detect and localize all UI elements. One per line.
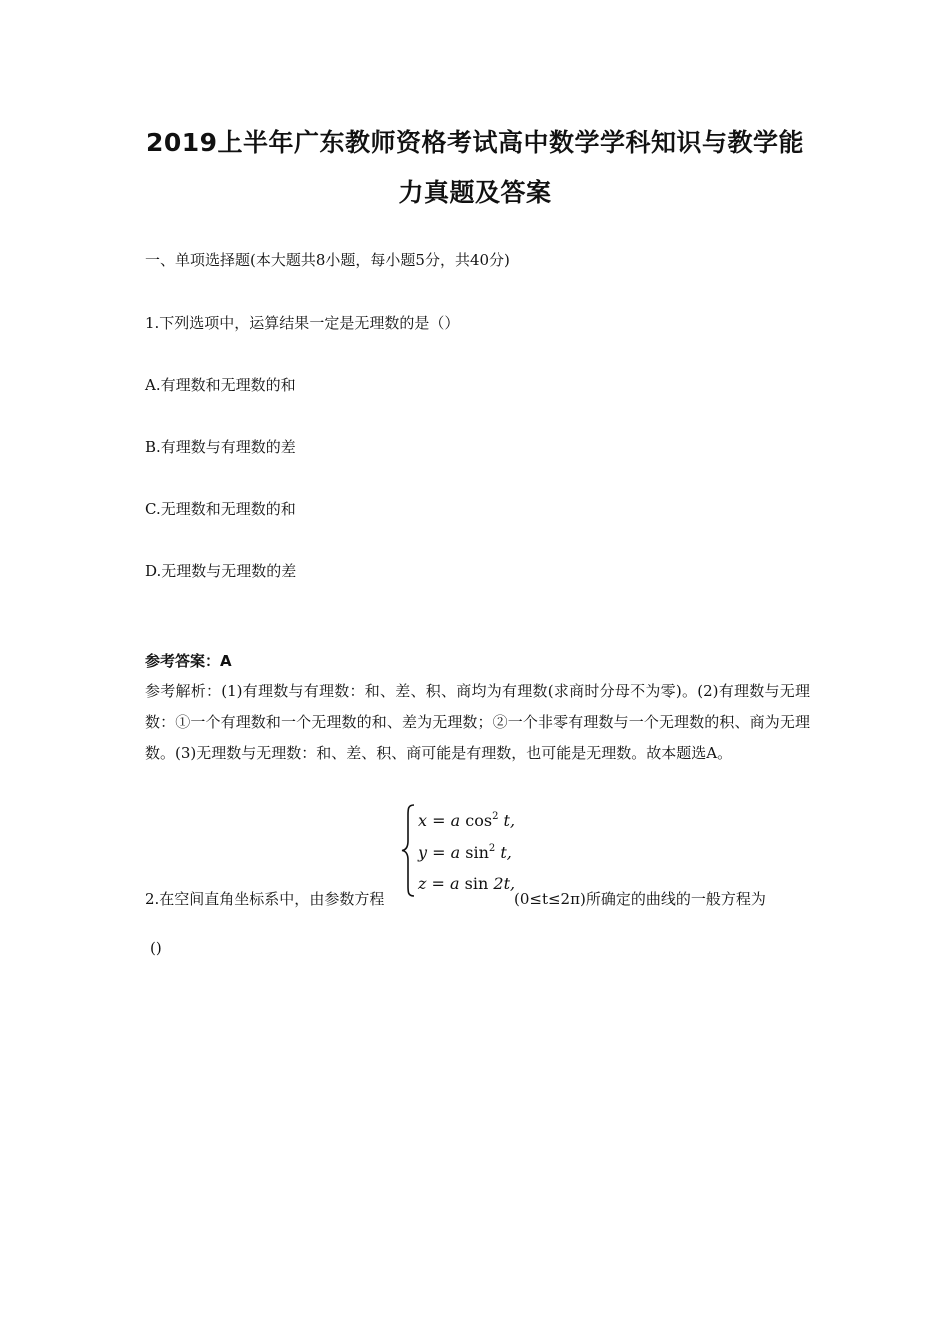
question-1-option-b: B.有理数与有理数的差 <box>145 438 296 456</box>
equation-y-power: 2 <box>488 843 496 854</box>
document-title-line-2: 力真题及答案 <box>398 178 552 207</box>
equation-x: x = a $\cos^2 t$, <box>418 811 516 830</box>
equation-y-func: sin <box>465 843 489 862</box>
equation-z-lhs: z <box>418 874 427 893</box>
question-1-option-a: A.有理数和无理数的和 <box>145 376 296 394</box>
section-heading: 一、单项选择题(本大题共8小题，每小题5分，共40分) <box>145 251 510 269</box>
equation-x-power: 2 <box>492 811 499 822</box>
question-2-continuation: (0≤t≤2π)所确定的曲线的一般方程为 <box>514 890 766 908</box>
equation-y: y = a $\sin^2 t$, <box>418 843 512 862</box>
question-1-answer: 参考答案：A <box>145 652 232 670</box>
equation-x-arg: t, <box>503 811 516 830</box>
question-2-answer-blank: () <box>150 939 162 957</box>
question-1-analysis: 参考解析：(1)有理数与有理数：和、差、积、商均为有理数(求商时分母不为零)。(2)有理数与无理数：①一个有理数和一个无理数的和、差为无理数；②一个非零有理数与一个无理数的积、商为无理数。(3)无理数与无理数：和、差、积、商可能是有理数，也可能是无理数。故本题选A。 <box>145 682 810 762</box>
question-2-stem: 2.在空间直角坐标系中，由参数方程 <box>145 890 385 908</box>
equation-y-arg: t, <box>500 843 512 862</box>
equation-x-lhs: x <box>418 811 428 830</box>
question-1-option-d: D.无理数与无理数的差 <box>145 562 297 580</box>
question-1-option-c: C.无理数和无理数的和 <box>145 500 296 518</box>
document-title-line-1: 2019上半年广东教师资格考试高中数学学科知识与教学能 <box>145 128 805 157</box>
equation-z-func: sin <box>464 874 489 893</box>
equation-z: z = a sin 2t, <box>418 874 516 893</box>
left-brace-icon <box>400 803 416 898</box>
equation-x-func: cos <box>465 811 493 830</box>
parametric-equation-system <box>400 803 516 898</box>
equation-y-lhs: y <box>418 843 428 862</box>
question-1-stem: 1.下列选项中，运算结果一定是无理数的是（） <box>145 314 460 332</box>
equation-z-arg: 2t, <box>493 874 516 893</box>
